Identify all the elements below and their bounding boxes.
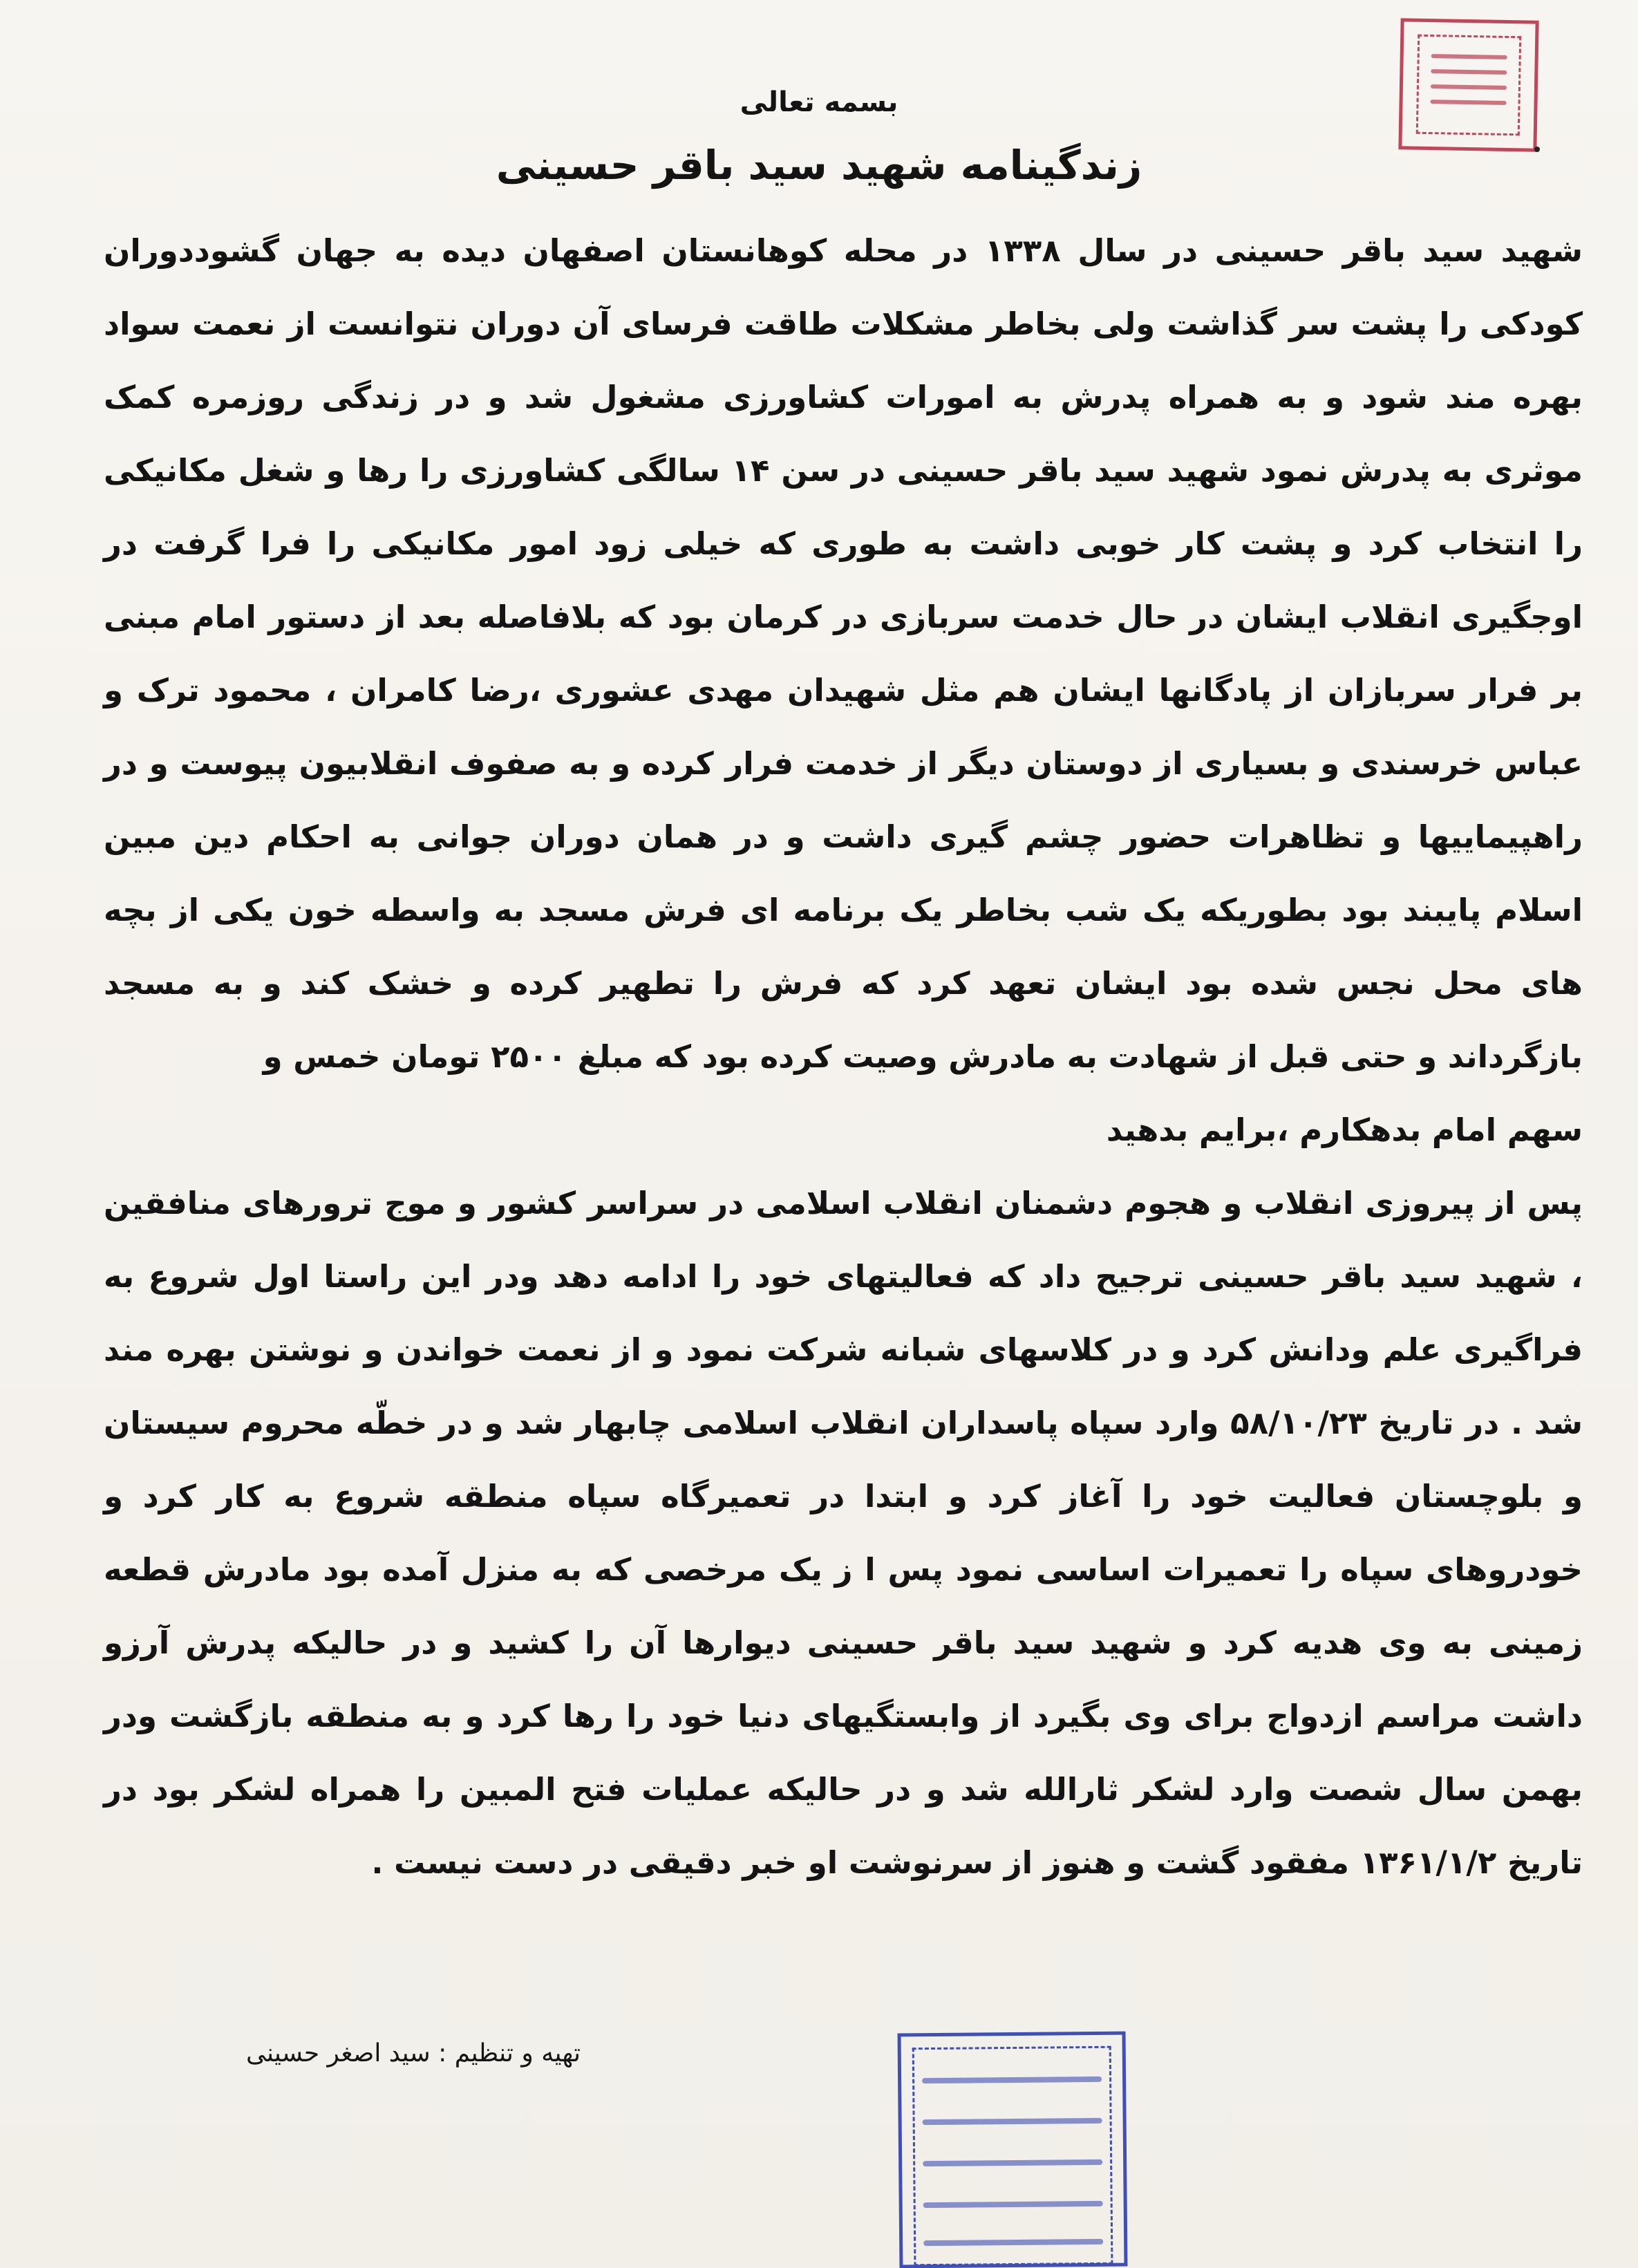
blue-official-stamp	[898, 2032, 1128, 2268]
basmala-heading: بسمه تعالی	[740, 86, 898, 118]
biography-paragraph-1: شهید سید باقر حسینی در سال ۱۳۳۸ در محله کوهانستان اصفهان دیده به جهان گشوددوران کودکی را پشت سر گذاشت ولی بخاطر مشکلات طاقت فرسای آن دوران نتوانست از نعمت سواد بهره مند شود و به همراه پدرش به امورات کشاورزی مشغول شد و در زندگی روزمره کمک موثری به پدرش نمود شهید سید باقر حسینی در سن ۱۴ سالگی کشاورزی را رها و شغل مکانیکی را انتخاب کرد و پشت کار خوبی داشت به طوری که خیلی زود امور مکانیکی را فرا گرفت در اوجگیری انقلاب ایشان در حال خدمت سربازی در کرمان بود که بلافاصله بعد از دستور امام مبنی بر فرار سربازان از پادگانها ایشان هم مثل شهیدان مهدی عشوری ،رضا کامران ، محمود ترک و عباس خرسندی و بسیاری از دوستان دیگر از خدمت فرار کرده و به صفوف انقلابیون پیوست و در راهپیماییها و تظاهرات حضور چشم گیری داشت و در همان دوران جوانی به احکام دین مبین اسلام پایبند بود بطوریکه یک شب بخاطر یک برنامه ای فرش مسجد به واسطه خون یکی از بچه های محل نجس شده بود ایشان تعهد کرد که فرش را تطهیر کرده و خشک کند و به مسجد بازگرداند و حتی قبل از شهادت به مادرش وصیت کرده بود که مبلغ ۲۵۰۰ تومان خمس و	[104, 232, 1583, 1075]
prepared-by-signature: تهیه و تنظیم : سید اصغر حسینی	[245, 2039, 581, 2068]
biography-paragraph-2: پس از پیروزی انقلاب و هجوم دشمنان انقلاب اسلامی در سراسر کشور و موج ترورهای منافقین ، شهید سید باقر حسینی ترجیح داد که فعالیتهای خود را ادامه دهد ودر این راستا اول شروع به فراگیری علم ودانش کرد و در کلاسهای شبانه شرکت نمود و از نعمت خواندن و نوشتن بهره مند شد . در تاریخ ۵۸/۱۰/۲۳ وارد سپاه پاسداران انقلاب اسلامی چابهار شد و در خطّه محروم سیستان و بلوچستان فعالیت خود را آغاز کرد و ابتدا در تعمیرگاه سپاه منطقه شروع به کار کرد و خودروهای سپاه را تعمیرات اساسی نمود پس ا ز یک مرخصی که به منزل آمده بود مادرش قطعه زمینی به وی هدیه کرد و شهید سید باقر حسینی دیوارها آن را کشید و در حالیکه پدرش آرزو داشت مراسم ازدواج برای وی بگیرد از وابستگیهای دنیا خود را رها کرد و به منطقه بازگشت ودر بهمن سال شصت وارد لشکر ثارالله شد و در حالیکه عملیات فتح المبین را همراه لشکر بود در تاریخ ۱۳۶۱/۱/۲ مفقود گشت و هنوز از سرنوشت او خبر دقیقی در دست نیست .	[104, 1185, 1583, 1881]
document-title: زندگینامه شهید سید باقر حسینی	[496, 142, 1142, 189]
red-archive-stamp	[1398, 18, 1538, 151]
biography-body	[104, 214, 1583, 1900]
biography-paragraph-1-tail: سهم امام بدهکارم ،برایم بدهید	[1106, 1112, 1583, 1148]
